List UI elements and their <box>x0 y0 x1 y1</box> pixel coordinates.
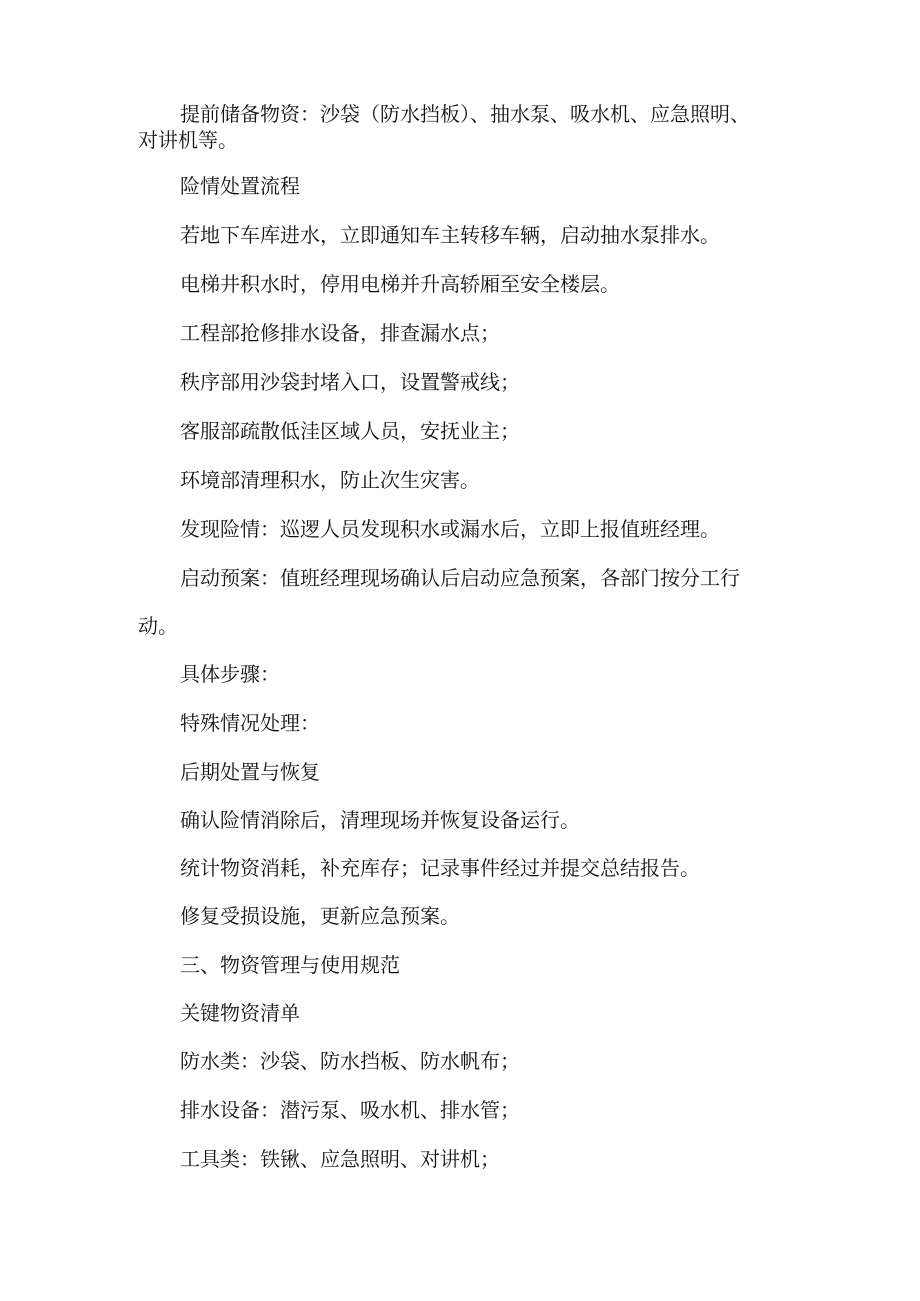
paragraph-garage-flooding: 若地下车库进水，立即通知车主转移车辆，启动抽水泵排水。 <box>180 223 720 247</box>
heading-section-three: 三、物资管理与使用规范 <box>180 953 400 977</box>
paragraph-waterproof-items: 防水类：沙袋、防水挡板、防水帆布； <box>180 1049 520 1073</box>
paragraph-activate-plan-line2: 动。 <box>138 614 178 638</box>
paragraph-confirm-cleared: 确认险情消除后，清理现场并恢复设备运行。 <box>180 808 580 832</box>
heading-post-recovery: 后期处置与恢复 <box>180 760 320 784</box>
paragraph-specific-steps: 具体步骤： <box>180 662 280 686</box>
paragraph-order-dept: 秩序部用沙袋封堵入口，设置警戒线； <box>180 370 520 394</box>
paragraph-environment-dept: 环境部清理积水，防止次生灾害。 <box>180 468 480 492</box>
paragraph-discover-danger: 发现险情：巡逻人员发现积水或漏水后，立即上报值班经理。 <box>180 517 720 541</box>
paragraph-activate-plan-line1: 启动预案：值班经理现场确认后启动应急预案，各部门按分工行 <box>180 566 740 590</box>
heading-emergency-process: 险情处置流程 <box>180 174 300 198</box>
paragraph-service-dept: 客服部疏散低洼区域人员，安抚业主； <box>180 419 520 443</box>
paragraph-tool-items: 工具类：铁锹、应急照明、对讲机； <box>180 1147 500 1171</box>
paragraph-reserve-supplies-line1: 提前储备物资：沙袋（防水挡板）、抽水泵、吸水机、应急照明、 <box>180 102 750 126</box>
paragraph-engineering-dept: 工程部抢修排水设备，排查漏水点； <box>180 321 500 345</box>
paragraph-repair: 修复受损设施，更新应急预案。 <box>180 904 460 928</box>
paragraph-statistics: 统计物资消耗，补充库存；记录事件经过并提交总结报告。 <box>180 856 700 880</box>
heading-key-supplies: 关键物资清单 <box>180 1001 300 1025</box>
paragraph-special-cases: 特殊情况处理： <box>180 711 320 735</box>
paragraph-reserve-supplies-line2: 对讲机等。 <box>138 128 238 152</box>
paragraph-drainage-items: 排水设备：潜污泵、吸水机、排水管； <box>180 1098 520 1122</box>
paragraph-elevator-shaft: 电梯井积水时，停用电梯并升高轿厢至安全楼层。 <box>180 272 620 296</box>
